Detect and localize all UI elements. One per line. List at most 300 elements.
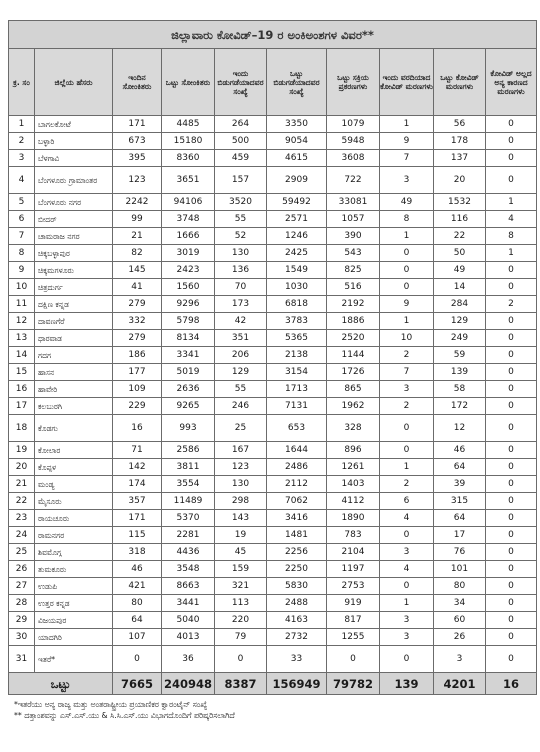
value-cell: 3441 [162, 595, 215, 612]
value-cell: 1666 [162, 228, 215, 245]
value-cell: 919 [327, 595, 380, 612]
value-cell: 167 [215, 442, 267, 459]
district-name-cell: ಚಿತ್ರದುರ್ಗ [35, 279, 113, 296]
value-cell: 0 [380, 415, 434, 442]
total-value-cell: 4201 [434, 673, 486, 695]
value-cell: 4163 [267, 612, 327, 629]
district-name-cell: ಯಾದಗಿರಿ [35, 629, 113, 646]
district-name-cell: ಬೆಳಗಾವಿ [35, 150, 113, 167]
value-cell: 1261 [327, 459, 380, 476]
value-cell: 321 [215, 578, 267, 595]
value-cell: 80 [434, 578, 486, 595]
value-cell: 0 [486, 116, 537, 133]
serial-cell: 8 [9, 245, 35, 262]
value-cell: 143 [215, 510, 267, 527]
value-cell: 0 [486, 150, 537, 167]
table-row [9, 493, 537, 510]
value-cell: 3608 [327, 150, 380, 167]
value-cell: 249 [434, 330, 486, 347]
table-row [9, 442, 537, 459]
table-row [9, 578, 537, 595]
value-cell: 6 [380, 493, 434, 510]
value-cell: 2 [380, 347, 434, 364]
value-cell: 2281 [162, 527, 215, 544]
column-header: ಕೋವಿಡ್ ಅಲ್ಲದ ಅನ್ಯ ಕಾರಣದ ಮರಣಗಳು [486, 49, 537, 116]
value-cell: 80 [113, 595, 162, 612]
value-cell: 172 [434, 398, 486, 415]
table-row [9, 167, 537, 194]
value-cell: 4615 [267, 150, 327, 167]
serial-cell: 15 [9, 364, 35, 381]
value-cell: 76 [434, 544, 486, 561]
serial-cell: 25 [9, 544, 35, 561]
value-cell: 142 [113, 459, 162, 476]
table-row [9, 527, 537, 544]
serial-cell: 20 [9, 459, 35, 476]
value-cell: 4013 [162, 629, 215, 646]
value-cell: 0 [486, 330, 537, 347]
value-cell: 722 [327, 167, 380, 194]
value-cell: 4436 [162, 544, 215, 561]
value-cell: 26 [434, 629, 486, 646]
column-header: ಜಿಲ್ಲೆಯ ಹೆಸರು [35, 49, 113, 116]
value-cell: 0 [486, 381, 537, 398]
value-cell: 174 [113, 476, 162, 493]
column-header: ಇಂದು ಬಿಡುಗಡೆಯಾದವರ ಸಂಖ್ಯೆ [215, 49, 267, 116]
value-cell: 1030 [267, 279, 327, 296]
value-cell: 1 [380, 595, 434, 612]
value-cell: 2636 [162, 381, 215, 398]
value-cell: 0 [486, 262, 537, 279]
value-cell: 8 [380, 211, 434, 228]
district-name-cell: ಕೊಡಗು [35, 415, 113, 442]
table-row [9, 595, 537, 612]
value-cell: 1713 [267, 381, 327, 398]
table-row [9, 245, 537, 262]
value-cell: 45 [215, 544, 267, 561]
value-cell: 64 [434, 459, 486, 476]
value-cell: 318 [113, 544, 162, 561]
value-cell: 16 [113, 415, 162, 442]
total-value-cell: 156949 [267, 673, 327, 695]
value-cell: 279 [113, 330, 162, 347]
table-row [9, 133, 537, 150]
value-cell: 137 [434, 150, 486, 167]
serial-cell: 21 [9, 476, 35, 493]
value-cell: 123 [215, 459, 267, 476]
value-cell: 145 [113, 262, 162, 279]
value-cell: 129 [434, 313, 486, 330]
value-cell: 0 [486, 364, 537, 381]
value-cell: 0 [215, 646, 267, 673]
value-cell: 71 [113, 442, 162, 459]
value-cell: 500 [215, 133, 267, 150]
value-cell: 177 [113, 364, 162, 381]
value-cell: 5019 [162, 364, 215, 381]
value-cell: 1 [486, 245, 537, 262]
value-cell: 993 [162, 415, 215, 442]
value-cell: 2486 [267, 459, 327, 476]
value-cell: 9265 [162, 398, 215, 415]
value-cell: 1886 [327, 313, 380, 330]
value-cell: 1197 [327, 561, 380, 578]
value-cell: 2909 [267, 167, 327, 194]
value-cell: 8663 [162, 578, 215, 595]
value-cell: 171 [113, 510, 162, 527]
value-cell: 5948 [327, 133, 380, 150]
table-row [9, 296, 537, 313]
value-cell: 25 [215, 415, 267, 442]
value-cell: 4 [380, 561, 434, 578]
serial-cell: 10 [9, 279, 35, 296]
value-cell: 0 [327, 646, 380, 673]
value-cell: 4485 [162, 116, 215, 133]
table-row [9, 398, 537, 415]
district-name-cell: ಹಾವೇರಿ [35, 381, 113, 398]
district-name-cell: ರಾಯಚೂರು [35, 510, 113, 527]
district-name-cell: ಬೀದರ್ [35, 211, 113, 228]
value-cell: 2586 [162, 442, 215, 459]
value-cell: 0 [486, 612, 537, 629]
district-name-cell: ದಕ್ಷಿಣ ಕನ್ನಡ [35, 296, 113, 313]
district-name-cell: ಉಡುಪಿ [35, 578, 113, 595]
serial-cell: 9 [9, 262, 35, 279]
value-cell: 206 [215, 347, 267, 364]
value-cell: 60 [434, 612, 486, 629]
value-cell: 79 [215, 629, 267, 646]
table-row [9, 510, 537, 527]
district-name-cell: ಮೈಸೂರು [35, 493, 113, 510]
value-cell: 328 [327, 415, 380, 442]
value-cell: 1246 [267, 228, 327, 245]
district-name-cell: ಬಾಗಲಕೋಟೆ [35, 116, 113, 133]
value-cell: 298 [215, 493, 267, 510]
value-cell: 0 [486, 442, 537, 459]
district-name-cell: ಹಾಸನ [35, 364, 113, 381]
value-cell: 673 [113, 133, 162, 150]
value-cell: 395 [113, 150, 162, 167]
value-cell: 46 [434, 442, 486, 459]
value-cell: 229 [113, 398, 162, 415]
value-cell: 12 [434, 415, 486, 442]
value-cell: 101 [434, 561, 486, 578]
value-cell: 279 [113, 296, 162, 313]
total-label: ಒಟ್ಟು [9, 673, 113, 695]
value-cell: 1481 [267, 527, 327, 544]
value-cell: 3783 [267, 313, 327, 330]
value-cell: 20 [434, 167, 486, 194]
value-cell: 783 [327, 527, 380, 544]
value-cell: 2520 [327, 330, 380, 347]
value-cell: 3 [380, 629, 434, 646]
value-cell: 0 [380, 646, 434, 673]
column-header: ಕ್ರ. ಸಂ [9, 49, 35, 116]
value-cell: 2423 [162, 262, 215, 279]
value-cell: 46 [113, 561, 162, 578]
district-name-cell: ಕೋಲಾರ [35, 442, 113, 459]
table-row [9, 228, 537, 245]
table-row [9, 211, 537, 228]
serial-cell: 4 [9, 167, 35, 194]
value-cell: 3548 [162, 561, 215, 578]
value-cell: 3 [380, 612, 434, 629]
value-cell: 109 [113, 381, 162, 398]
column-header: ಒಟ್ಟು ಸೋಂಕಿತರು [162, 49, 215, 116]
value-cell: 2192 [327, 296, 380, 313]
serial-cell: 29 [9, 612, 35, 629]
value-cell: 5830 [267, 578, 327, 595]
value-cell: 1 [486, 194, 537, 211]
value-cell: 0 [380, 279, 434, 296]
table-row [9, 262, 537, 279]
value-cell: 390 [327, 228, 380, 245]
serial-cell: 2 [9, 133, 35, 150]
value-cell: 7131 [267, 398, 327, 415]
total-value-cell: 139 [380, 673, 434, 695]
value-cell: 157 [215, 167, 267, 194]
value-cell: 1532 [434, 194, 486, 211]
value-cell: 2425 [267, 245, 327, 262]
value-cell: 7062 [267, 493, 327, 510]
table-row [9, 476, 537, 493]
value-cell: 9 [380, 296, 434, 313]
column-header-row [9, 49, 537, 116]
value-cell: 64 [434, 510, 486, 527]
value-cell: 351 [215, 330, 267, 347]
value-cell: 2138 [267, 347, 327, 364]
value-cell: 50 [434, 245, 486, 262]
serial-cell: 7 [9, 228, 35, 245]
value-cell: 2753 [327, 578, 380, 595]
value-cell: 94106 [162, 194, 215, 211]
serial-cell: 1 [9, 116, 35, 133]
value-cell: 3520 [215, 194, 267, 211]
value-cell: 34 [434, 595, 486, 612]
value-cell: 5798 [162, 313, 215, 330]
value-cell: 2250 [267, 561, 327, 578]
value-cell: 264 [215, 116, 267, 133]
value-cell: 3748 [162, 211, 215, 228]
value-cell: 59492 [267, 194, 327, 211]
value-cell: 64 [113, 612, 162, 629]
value-cell: 1255 [327, 629, 380, 646]
value-cell: 82 [113, 245, 162, 262]
value-cell: 19 [215, 527, 267, 544]
value-cell: 130 [215, 245, 267, 262]
total-value-cell: 8387 [215, 673, 267, 695]
district-name-cell: ಮಂಡ್ಯ [35, 476, 113, 493]
value-cell: 11489 [162, 493, 215, 510]
value-cell: 2242 [113, 194, 162, 211]
district-name-cell: ಚಿಕ್ಕಮಗಳೂರು [35, 262, 113, 279]
value-cell: 39 [434, 476, 486, 493]
value-cell: 49 [434, 262, 486, 279]
serial-cell: 14 [9, 347, 35, 364]
district-name-cell: ಇತರೆ* [35, 646, 113, 673]
value-cell: 516 [327, 279, 380, 296]
district-covid-statistics-sheet [8, 20, 536, 721]
value-cell: 55 [215, 211, 267, 228]
footnotes [8, 699, 536, 721]
value-cell: 1726 [327, 364, 380, 381]
value-cell: 246 [215, 398, 267, 415]
value-cell: 3019 [162, 245, 215, 262]
value-cell: 107 [113, 629, 162, 646]
value-cell: 173 [215, 296, 267, 313]
value-cell: 3350 [267, 116, 327, 133]
value-cell: 9296 [162, 296, 215, 313]
district-name-cell: ಕಲಬುರಗಿ [35, 398, 113, 415]
value-cell: 1057 [327, 211, 380, 228]
value-cell: 653 [267, 415, 327, 442]
value-cell: 543 [327, 245, 380, 262]
value-cell: 139 [434, 364, 486, 381]
value-cell: 9054 [267, 133, 327, 150]
table-row [9, 194, 537, 211]
value-cell: 4 [380, 510, 434, 527]
serial-cell: 23 [9, 510, 35, 527]
value-cell: 70 [215, 279, 267, 296]
value-cell: 49 [380, 194, 434, 211]
serial-cell: 30 [9, 629, 35, 646]
value-cell: 315 [434, 493, 486, 510]
value-cell: 17 [434, 527, 486, 544]
total-value-cell: 7665 [113, 673, 162, 695]
value-cell: 0 [486, 544, 537, 561]
value-cell: 33081 [327, 194, 380, 211]
value-cell: 4112 [327, 493, 380, 510]
total-value-cell: 79782 [327, 673, 380, 695]
column-header: ಒಟ್ಟು ಸಕ್ರಿಯ ಪ್ರಕರಣಗಳು [327, 49, 380, 116]
value-cell: 8360 [162, 150, 215, 167]
column-header: ಒಟ್ಟು ಕೋವಿಡ್ ಮರಣಗಳು [434, 49, 486, 116]
serial-cell: 5 [9, 194, 35, 211]
value-cell: 865 [327, 381, 380, 398]
value-cell: 1962 [327, 398, 380, 415]
district-name-cell: ಬಳ್ಳಾರಿ [35, 133, 113, 150]
district-name-cell: ಬೆಂಗಳೂರು ನಗರ [35, 194, 113, 211]
value-cell: 0 [486, 167, 537, 194]
value-cell: 1 [380, 116, 434, 133]
value-cell: 0 [486, 510, 537, 527]
value-cell: 2 [380, 476, 434, 493]
value-cell: 0 [486, 459, 537, 476]
serial-cell: 16 [9, 381, 35, 398]
value-cell: 0 [380, 245, 434, 262]
value-cell: 3 [380, 381, 434, 398]
table-row [9, 561, 537, 578]
table-row [9, 459, 537, 476]
table-row [9, 330, 537, 347]
value-cell: 3154 [267, 364, 327, 381]
value-cell: 0 [486, 493, 537, 510]
value-cell: 1549 [267, 262, 327, 279]
value-cell: 0 [380, 578, 434, 595]
serial-cell: 31 [9, 646, 35, 673]
value-cell: 129 [215, 364, 267, 381]
value-cell: 116 [434, 211, 486, 228]
value-cell: 3554 [162, 476, 215, 493]
table-row [9, 347, 537, 364]
value-cell: 0 [486, 279, 537, 296]
table-row [9, 116, 537, 133]
footnote-data-revision: ** ದತ್ತಾಂಶವನ್ನು ಎಸ್.ಎಸ್.ಯು & ಸಿ.ಸಿ.ಎಸ್.ಯು ವಿಭಾಗದೊಂದಿಗೆ ಪರಿಷ್ಕರಿಸಲಾಗಿದೆ [14, 711, 235, 720]
district-name-cell: ತುಮಕೂರು [35, 561, 113, 578]
table-row [9, 415, 537, 442]
value-cell: 0 [486, 415, 537, 442]
serial-cell: 18 [9, 415, 35, 442]
value-cell: 1560 [162, 279, 215, 296]
value-cell: 33 [267, 646, 327, 673]
value-cell: 357 [113, 493, 162, 510]
value-cell: 186 [113, 347, 162, 364]
value-cell: 284 [434, 296, 486, 313]
serial-cell: 12 [9, 313, 35, 330]
value-cell: 0 [380, 262, 434, 279]
value-cell: 5370 [162, 510, 215, 527]
serial-cell: 28 [9, 595, 35, 612]
table-row [9, 313, 537, 330]
value-cell: 113 [215, 595, 267, 612]
value-cell: 0 [113, 646, 162, 673]
value-cell: 0 [486, 629, 537, 646]
value-cell: 3341 [162, 347, 215, 364]
value-cell: 0 [486, 398, 537, 415]
value-cell: 15180 [162, 133, 215, 150]
value-cell: 56 [434, 116, 486, 133]
table-title: ಜಿಲ್ಲಾವಾರು ಕೋವಿಡ್–19 ರ ಅಂಕಿಅಂಶಗಳ ವಿವರ** [9, 21, 537, 49]
value-cell: 0 [380, 527, 434, 544]
table-row [9, 629, 537, 646]
value-cell: 1079 [327, 116, 380, 133]
value-cell: 2571 [267, 211, 327, 228]
table-row [9, 612, 537, 629]
value-cell: 2112 [267, 476, 327, 493]
district-name-cell: ಚಿಕ್ಕಬಳ್ಳಾಪುರ [35, 245, 113, 262]
value-cell: 5040 [162, 612, 215, 629]
table-row [9, 544, 537, 561]
serial-cell: 3 [9, 150, 35, 167]
district-name-cell: ಚಾಮರಾಜ ನಗರ [35, 228, 113, 245]
value-cell: 22 [434, 228, 486, 245]
serial-cell: 11 [9, 296, 35, 313]
value-cell: 10 [380, 330, 434, 347]
table-row [9, 381, 537, 398]
value-cell: 171 [113, 116, 162, 133]
serial-cell: 22 [9, 493, 35, 510]
serial-cell: 17 [9, 398, 35, 415]
value-cell: 817 [327, 612, 380, 629]
district-name-cell: ಧಾರವಾಡ [35, 330, 113, 347]
value-cell: 421 [113, 578, 162, 595]
value-cell: 1144 [327, 347, 380, 364]
value-cell: 1890 [327, 510, 380, 527]
district-name-cell: ಉತ್ತರ ಕನ್ನಡ [35, 595, 113, 612]
footnote-others: *ಇತರೆಯು ಅನ್ಯ ರಾಜ್ಯ ಮತ್ತು ಅಂತರಾಷ್ಟ್ರೀಯ ಪ್ರಯಾಣಿಕರ ಕ್ವಾರಂಟೈನ್ ಸಂಖ್ಯೆ [14, 700, 208, 709]
value-cell: 115 [113, 527, 162, 544]
column-header: ಇಂದು ವರದಿಯಾದ ಕೋವಿಡ್ ಮರಣಗಳು [380, 49, 434, 116]
value-cell: 178 [434, 133, 486, 150]
value-cell: 0 [486, 313, 537, 330]
value-cell: 2732 [267, 629, 327, 646]
value-cell: 59 [434, 347, 486, 364]
table-row [9, 646, 537, 673]
serial-cell: 26 [9, 561, 35, 578]
value-cell: 21 [113, 228, 162, 245]
value-cell: 1 [380, 313, 434, 330]
value-cell: 123 [113, 167, 162, 194]
value-cell: 825 [327, 262, 380, 279]
